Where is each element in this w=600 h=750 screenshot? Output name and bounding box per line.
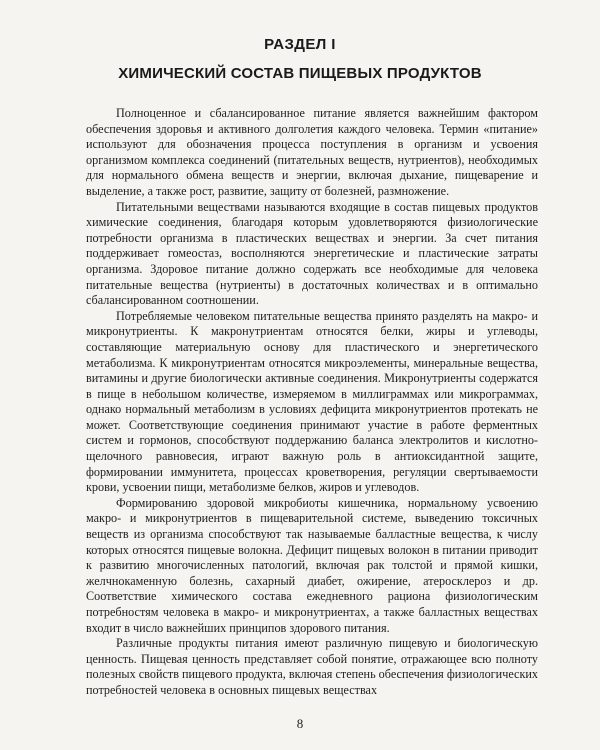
paragraph-4: Формированию здоровой микробиоты кишечника, нормальному усвоению макро- и микронутриентов в пищеварительной системе, выведению токсичных веществ из организма способствуют так называемые балластные вещества, к числу которых относятся пищевые волокна. Дефицит пищевых волокон в питании приводит к развитию многочисленных патологий, включая рак толстой и прямой кишки, желчнокаменную болезнь, сахарный диабет, ожирение, атеросклероз и др. Соответствие химического состава ежедневного рациона физиологическим потребностям человека в макро- и микронутриентах, а также балластных веществах входит в число важнейших принципов здорового питания.: [86, 495, 538, 635]
paragraph-3: Потребляемые человеком питательные вещества принято разделять на макро- и микронутриенты. К макронутриентам относятся белки, жиры и углеводы, составляющие материальную основу для пластического и энергетического метаболизма. К микронутриентам относятся микроэлементы, минеральные вещества, витамины и другие биологически активные соединения. Микронутриенты содержатся в пище в небольшом количестве, измеряемом в миллиграммах или микрограммах, однако нормальный метаболизм в условиях дефицита микронутриентов протекать не может. Соответствующие соединения принимают участие в работе ферментных систем и гормонов, способствуют поддержанию баланса электролитов и кислотно-щелочного равновесия, играют важную роль в антиоксидантной защите, формировании иммунитета, процессах кроветворения, регуляции свертываемости крови, усвоении пищи, метаболизме белков, жиров и углеводов.: [86, 308, 538, 495]
paragraph-1: Полноценное и сбалансированное питание является важнейшим фактором обеспечения здоровья и активного долголетия каждого человека. Термин «питание» используют для обозначения процесса поступления в организм и усвоения организмом комплекса соединений (питательных веществ, нутриентов), необходимых для нормального обмена веществ и энергии, включая дыхание, пищеварение и выделение, а также рост, развитие, защиту от болезней, размножение.: [86, 106, 538, 198]
page-number: 8: [296, 716, 304, 731]
section-title: РАЗДЕЛ I: [264, 36, 336, 53]
chapter-title: ХИМИЧЕСКИЙ СОСТАВ ПИЩЕВЫХ ПРОДУКТОВ: [118, 65, 482, 82]
body-text: [86, 106, 538, 699]
paragraph-2: Питательными веществами называются входящие в состав пищевых продуктов химические соединения, благодаря которым удовлетворяются физиологические потребности организма в пластических веществах и энергии. За счет питания поддерживает гомеостаз, восполняются энергетические и пластические затраты организма. Здоровое питание должно содержать все необходимые для человека питательные вещества (нутриенты) в достаточных количествах и в оптимально сбалансированном соотношении.: [86, 199, 538, 308]
paragraph-5: Различные продукты питания имеют различную пищевую и биологическую ценность. Пищевая ценность представляет собой понятие, отражающее всю полноту полезных свойств пищевого продукта, включая степень обеспечения физиологических потребностей человека в основных пищевых веществах: [86, 636, 538, 697]
